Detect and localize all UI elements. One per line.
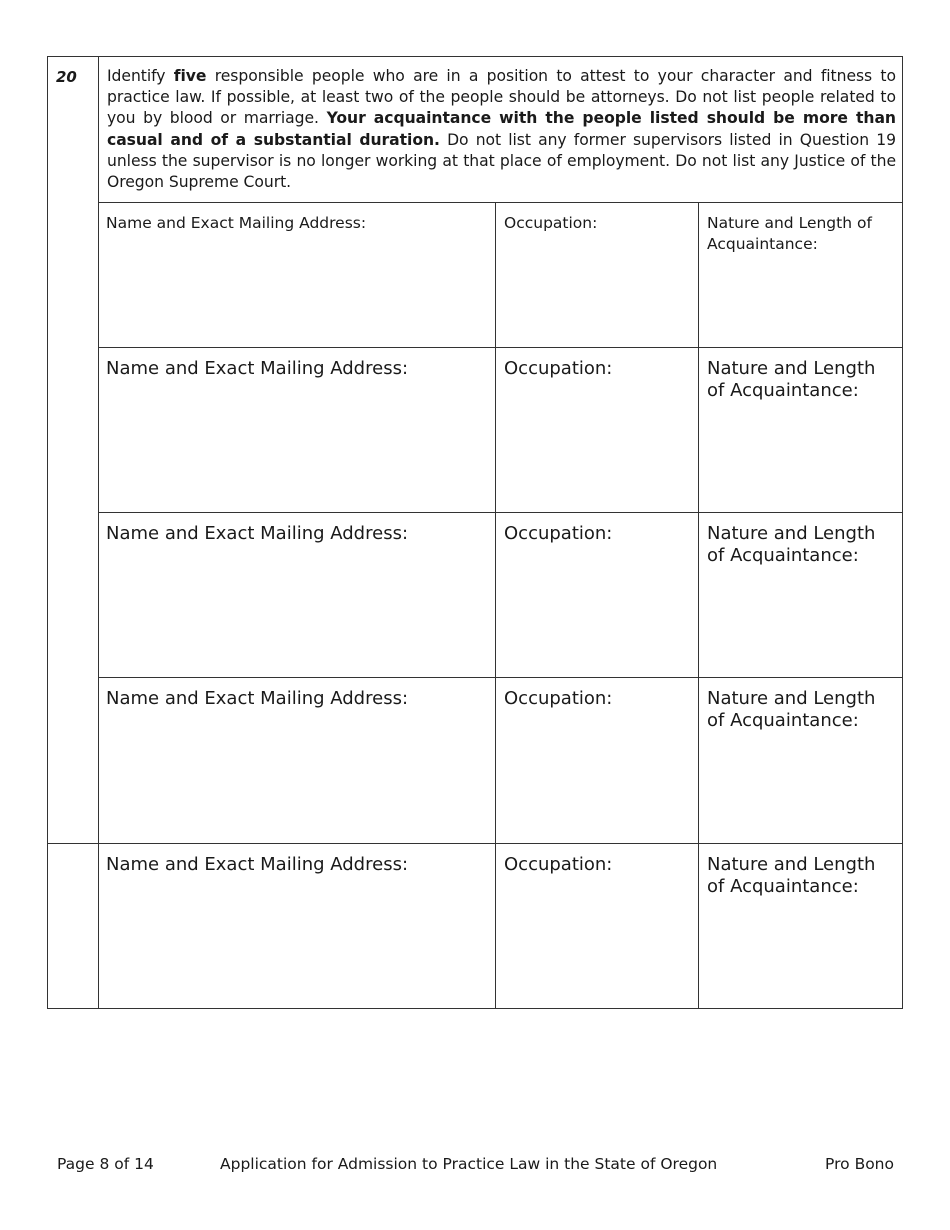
document-title: Application for Admission to Practice Law in the State of Oregon	[220, 1155, 718, 1173]
page-number: Page 8 of 14	[57, 1155, 154, 1173]
reference-1-acquaintance-field[interactable]	[699, 203, 903, 348]
instruction-part: Do not list any former supervisors listed in Question 19 unless the supervisor is no longer working at that place of employment. Do not list any Justice of the Oregon Supreme Court.	[107, 130, 896, 192]
reference-4-name-address-field[interactable]	[98, 678, 496, 844]
reference-2-name-address-field[interactable]	[98, 348, 496, 513]
reference-row-4	[98, 677, 903, 844]
name-address-label: Name and Exact Mailing Address:	[106, 854, 409, 875]
reference-row-5	[98, 843, 903, 1008]
reference-1-name-address-field[interactable]	[98, 203, 496, 348]
reference-row-3	[98, 512, 903, 678]
name-address-label: Name and Exact Mailing Address:	[106, 214, 367, 232]
reference-4-occupation-field[interactable]	[496, 678, 699, 844]
acquaintance-label: Nature and Length of Acquaintance:	[707, 523, 876, 566]
acquaintance-label: Nature and Length of Acquaintance:	[707, 358, 876, 401]
reference-5-acquaintance-field[interactable]	[699, 844, 903, 1008]
reference-2-occupation-field[interactable]	[496, 348, 699, 513]
instruction-part: Identify	[107, 67, 174, 85]
occupation-label: Occupation:	[504, 358, 613, 379]
reference-row-1	[98, 202, 903, 348]
instruction-part-bold: Your acquaintance with the people listed should be more than casual and of a substantial duration.	[107, 109, 896, 149]
reference-row-2	[98, 347, 903, 513]
acquaintance-label: Nature and Length of Acquaintance:	[707, 214, 872, 253]
number-column-row-divider	[48, 843, 98, 844]
question-instructions	[107, 66, 896, 193]
reference-1-occupation-field[interactable]	[496, 203, 699, 348]
acquaintance-label: Nature and Length of Acquaintance:	[707, 854, 876, 897]
reference-5-occupation-field[interactable]	[496, 844, 699, 1008]
name-address-label: Name and Exact Mailing Address:	[106, 523, 409, 544]
instruction-part: responsible people who are in a position to attest to your character and fitness to practice law. If possible, at least two of the people should be attorneys. Do not list people related to you by blood or marriage.	[107, 67, 896, 128]
reference-3-name-address-field[interactable]	[98, 513, 496, 678]
question-number: 20	[56, 68, 77, 86]
reference-5-name-address-field[interactable]	[98, 844, 496, 1008]
reference-3-acquaintance-field[interactable]	[699, 513, 903, 678]
occupation-label: Occupation:	[504, 688, 613, 709]
occupation-label: Occupation:	[504, 523, 613, 544]
occupation-label: Occupation:	[504, 214, 598, 232]
reference-3-occupation-field[interactable]	[496, 513, 699, 678]
program-name: Pro Bono	[825, 1155, 894, 1173]
name-address-label: Name and Exact Mailing Address:	[106, 358, 409, 379]
instruction-part-bold: five	[173, 67, 207, 85]
acquaintance-label: Nature and Length of Acquaintance:	[707, 688, 876, 731]
question-20-table	[47, 56, 903, 1009]
occupation-label: Occupation:	[504, 854, 613, 875]
reference-2-acquaintance-field[interactable]	[699, 348, 903, 513]
reference-4-acquaintance-field[interactable]	[699, 678, 903, 844]
name-address-label: Name and Exact Mailing Address:	[106, 688, 409, 709]
